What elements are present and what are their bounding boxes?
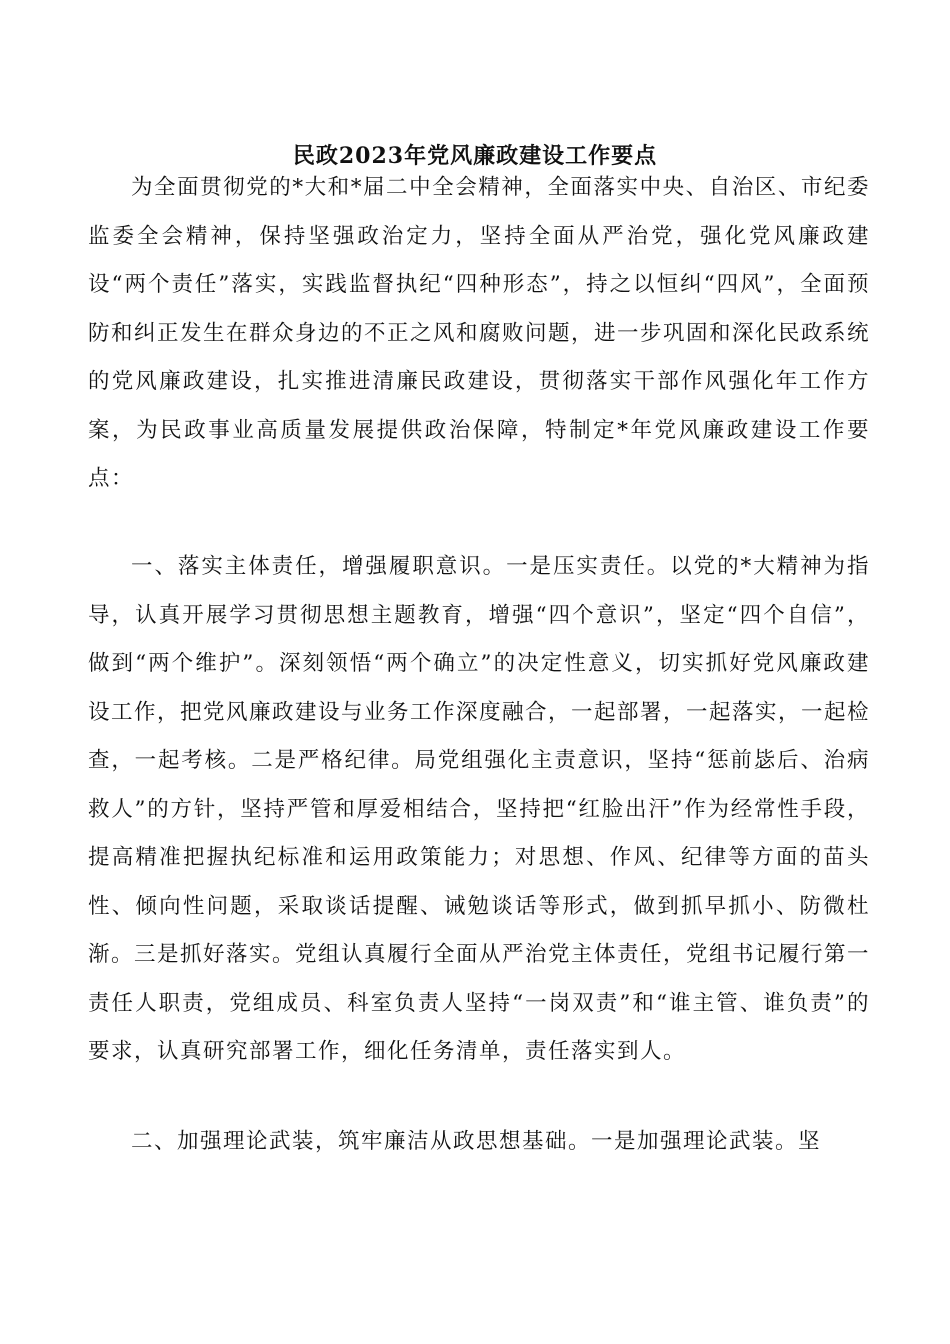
document-title: 民政2023年党风廉政建设工作要点 (292, 143, 658, 169)
paragraph-intro: 为全面贯彻党的*大和*届二中全会精神，全面落实中央、自治区、市纪委监委全会精神，保持坚强政治定力，坚持全面从严治党，强化党风廉政建设“两个责任”落实，实践监督执纪“四种形态”，持之以恒纠“四风”，全面预防和纠正发生在群众身边的不正之风和腐败问题，进一步巩固和深化民政系统的党风廉政建设，扎实推进清廉民政建设，贯彻落实干部作风强化年工作方案，为民政事业高质量发展提供政治保障，特制定*年党风廉政建设工作要点： (88, 175, 871, 491)
paragraph-section-2: 二、加强理论武装，筑牢廉洁从政思想基础。一是加强理论武装。坚 (131, 1129, 822, 1154)
paragraph-section-1: 一、落实主体责任，增强履职意识。一是压实责任。以党的*大精神为指导，认真开展学习贯彻思想主题教育，增强“四个意识”，坚定“四个自信”，做到“两个维护”。深刻领悟“两个确立”的决定性意义，切实抓好党风廉政建设工作，把党风廉政建设与业务工作深度融合，一起部署，一起落实，一起检查，一起考核。二是严格纪律。局党组强化主责意识，坚持“惩前毖后、治病救人”的方针，坚持严管和厚爱相结合，坚持把“红脸出汗”作为经常性手段，提高精准把握执纪标准和运用政策能力；对思想、作风、纪律等方面的苗头性、倾向性问题，采取谈话提醒、诫勉谈话等形式，做到抓早抓小、防微杜渐。三是抓好落实。党组认真履行全面从严治党主体责任，党组书记履行第一责任人职责，党组成员、科室负责人坚持“一岗双责”和“谁主管、谁负责”的要求，认真研究部署工作，细化任务清单，责任落实到人。 (88, 554, 871, 1064)
